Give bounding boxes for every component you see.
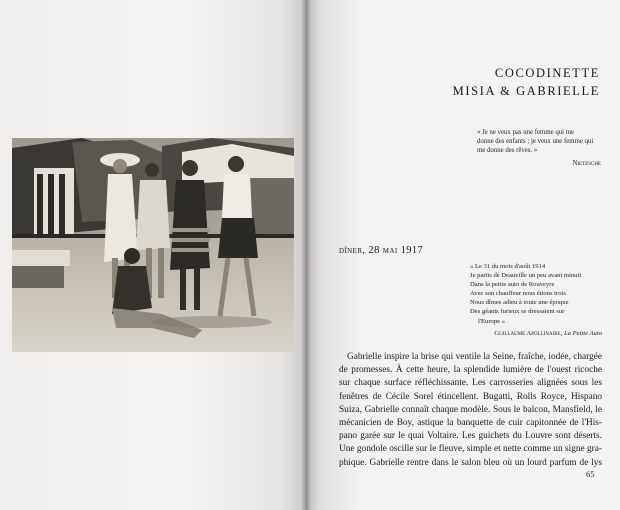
body-line: fenêtres de Cécile Sorel étincellent. Bugatti, Rolls Royce, Hispano bbox=[339, 391, 602, 402]
epigraph-line: donne des enfants ; je veux une femme qui bbox=[477, 138, 594, 145]
epigraph bbox=[477, 128, 601, 168]
poem-line: Des géants furieux se dressaient sur bbox=[470, 308, 565, 316]
epigraph-attribution: Nietzsche bbox=[572, 160, 601, 167]
poem-line: Avec son chauffeur nous étions trois bbox=[470, 290, 566, 298]
chapter-title-line2: MISIA & GABRIELLE bbox=[452, 84, 600, 98]
photograph-image bbox=[12, 138, 294, 352]
body-line: sur chaque surface réfléchissante. Les carrosseries alignées sous les bbox=[339, 378, 602, 389]
poem-line: l'Europe » bbox=[478, 317, 506, 325]
body-line: mécanicien de Boy, astique la banquette de cuir capitonnée de l'His- bbox=[339, 418, 602, 429]
body-line: pano garée sur le quai Voltaire. Les guichets du Louvre sont déserts. bbox=[339, 431, 602, 442]
poem-epigraph bbox=[470, 262, 602, 338]
body-line: Suiza, Gabrielle connaît chaque modèle. Sous le balcon, Mansfield, le bbox=[339, 404, 602, 415]
section-date-heading: dîner, 28 mai 1917 bbox=[339, 245, 424, 256]
body-line: Une gondole oscille sur le fleuve, simple et nette comme un signe gra- bbox=[339, 444, 602, 455]
poem-attribution bbox=[470, 329, 602, 338]
beach-photograph bbox=[12, 138, 294, 352]
epigraph-line: « Je ne veux pas une femme qui me bbox=[477, 129, 575, 136]
poem-line: Nous dîmes adieu à toute une époque bbox=[470, 299, 569, 307]
body-line: phique. Gabrielle rentre dans le salon bleu où un lourd parfum de lys bbox=[339, 457, 602, 468]
poem-line: « Le 31 du mois d'août 1914 bbox=[470, 263, 546, 270]
chapter-title-line1: COCODINETTE bbox=[494, 66, 600, 80]
poem-line: Je partis de Deauville un peu avant minuit bbox=[470, 272, 582, 280]
poem-work-title: La Petite Auto bbox=[564, 329, 602, 337]
body-line: Gabrielle inspire la brise qui ventile la Seine, fraîche, iodée, chargée bbox=[347, 352, 602, 362]
poem-author: Guillaume Apollinaire, bbox=[494, 329, 563, 337]
body-paragraph bbox=[339, 351, 602, 470]
poem-line: Dans la petite auto de Rouveyre bbox=[470, 281, 555, 289]
body-line: de promesses. À cette heure, la splendide lumière de l'ouest ricoche bbox=[339, 365, 602, 376]
epigraph-line: me donne des rêves. » bbox=[477, 147, 538, 154]
page-number: 65 bbox=[586, 469, 595, 479]
book-gutter bbox=[301, 0, 311, 510]
